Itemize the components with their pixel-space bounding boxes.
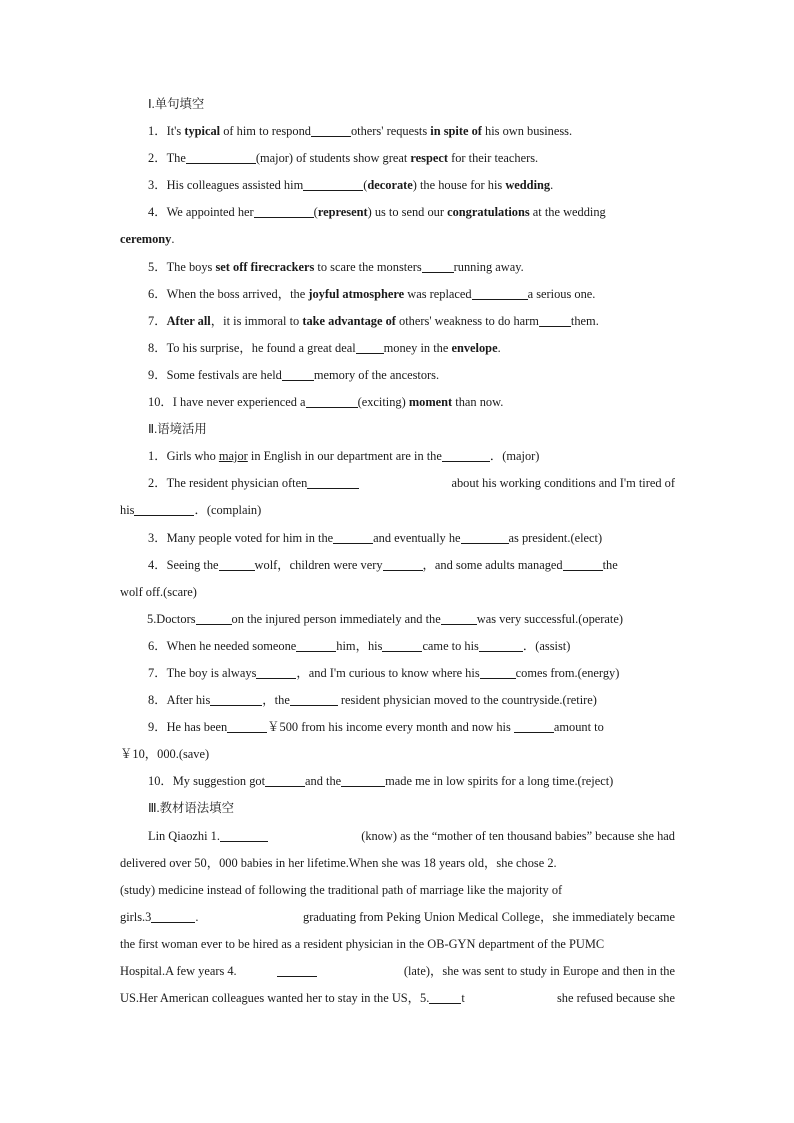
answer-blank[interactable] <box>356 339 384 354</box>
s1-question-4 <box>120 199 675 226</box>
s2-question-6 <box>120 633 675 660</box>
s2-question-7 <box>120 660 675 687</box>
passage-text: Hospital.A few years 4. <box>120 964 237 978</box>
keyword: envelope <box>451 340 498 355</box>
section-2-heading: Ⅱ.语境活用 <box>148 422 207 437</box>
s2-question-5 <box>120 606 675 633</box>
q-text: of him to respond <box>220 124 311 139</box>
q-text: running away. <box>453 259 524 274</box>
q-text: 6．When the boss arrived，the <box>148 286 309 301</box>
section-1-heading: Ⅰ.单句填空 <box>148 97 205 111</box>
q-text: 3．Many people voted for him in the <box>148 530 334 545</box>
q-text: and the <box>305 774 342 789</box>
section-3-heading: Ⅲ.教材语法填空 <box>148 801 234 816</box>
s1-question-2 <box>120 145 675 172</box>
passage-line-7 <box>120 985 675 1012</box>
s2-question-4 <box>120 552 675 579</box>
answer-blank[interactable] <box>265 772 305 787</box>
passage-line-3 <box>120 877 675 904</box>
answer-blank[interactable] <box>429 989 461 1004</box>
q-text: ) the house for his <box>412 178 506 193</box>
q-text: 8．To his surprise，he found a great deal <box>148 340 356 355</box>
s2-question-1 <box>120 443 675 470</box>
keyword: wedding <box>505 178 551 193</box>
q-text: 4．Seeing the <box>148 557 219 572</box>
answer-blank[interactable] <box>422 258 454 273</box>
answer-blank[interactable] <box>514 718 554 733</box>
answer-blank[interactable] <box>311 122 351 137</box>
q-text: ，and some adults managed <box>422 557 563 572</box>
q-text: than now. <box>452 395 504 410</box>
passage-line-2 <box>120 850 675 877</box>
passage-text: graduating from Peking Union Medical College，she immediately became <box>303 909 675 924</box>
s1-question-10 <box>120 389 675 416</box>
answer-blank[interactable] <box>479 637 523 652</box>
q-text: 10．My suggestion got <box>148 774 266 789</box>
keyword: respect <box>410 151 448 166</box>
answer-blank[interactable] <box>539 312 571 327</box>
q-text: 1．It's <box>148 124 185 139</box>
q-text: (major) of students show great <box>255 151 411 166</box>
answer-blank[interactable] <box>303 176 363 191</box>
q-text: 7． <box>148 313 167 328</box>
keyword: After all <box>166 313 211 328</box>
keyword: take advantage of <box>302 313 396 328</box>
q-text: . <box>171 232 175 247</box>
q-text: ( <box>363 178 368 193</box>
s2-question-9 <box>120 714 675 741</box>
answer-blank[interactable] <box>306 393 358 408</box>
answer-blank[interactable] <box>186 149 256 164</box>
q-text: others' requests <box>350 124 431 139</box>
keyword: represent <box>317 205 368 220</box>
q-text: ．(complain) <box>194 503 262 518</box>
q-text: . <box>550 178 554 193</box>
q-text: others' weakness to do harm <box>395 313 539 328</box>
s1-question-1 <box>120 118 675 145</box>
answer-blank[interactable] <box>151 908 195 923</box>
answer-blank[interactable] <box>563 556 603 571</box>
answer-blank[interactable] <box>227 718 267 733</box>
q-text: him，his <box>336 638 383 653</box>
passage-text: t <box>461 991 465 1006</box>
q-text: about his working conditions and I'm tired of <box>451 476 675 491</box>
passage-text: . <box>195 909 199 924</box>
q-text: came to his <box>422 638 479 653</box>
q-text: . <box>497 340 501 355</box>
passage-text: US.Her American colleagues wanted her to stay in the US，5. <box>120 991 430 1006</box>
q-text: 1．Girls who <box>148 449 219 464</box>
answer-blank[interactable] <box>277 962 317 977</box>
q-text: 2．The resident physician often <box>148 476 308 491</box>
q-text: memory of the ancestors. <box>313 367 440 382</box>
q-text: at the wedding <box>529 205 606 220</box>
q-text: 3．His colleagues assisted him <box>148 178 304 193</box>
answer-blank[interactable] <box>442 447 490 462</box>
answer-blank[interactable] <box>382 637 422 652</box>
answer-blank[interactable] <box>307 474 359 489</box>
keyword: joyful atmosphere <box>308 286 405 301</box>
s2-question-4-cont <box>120 579 675 606</box>
passage-text: girls.3 <box>120 909 152 924</box>
q-text: ，it is immoral to <box>210 313 303 328</box>
q-text: 4．We appointed her <box>148 205 254 220</box>
q-text: 6．When he needed someone <box>148 638 297 653</box>
passage-line-5 <box>120 931 675 958</box>
passage-text: (late)，she was sent to study in Europe and then in the <box>403 964 675 978</box>
q-text: 7．The boy is always <box>148 665 257 680</box>
answer-blank[interactable] <box>441 610 477 625</box>
s1-question-8 <box>120 335 675 362</box>
passage-line-6 <box>120 958 675 985</box>
passage-text: Lin Qiaozhi 1. <box>148 828 220 843</box>
q-text: resident physician moved to the countryside.(retire) <box>337 693 597 708</box>
q-text: ，the <box>262 693 290 708</box>
passage-text: the first woman ever to be hired as a resident physician in the OB-GYN department of the PUMC <box>120 936 605 951</box>
keyword: in spite of <box>430 124 482 139</box>
keyword: set off firecrackers <box>215 259 315 274</box>
passage-text: delivered over 50，000 babies in her lifetime.When she was 18 years old，she chose 2. <box>120 855 557 870</box>
s2-question-8 <box>120 687 675 714</box>
answer-blank[interactable] <box>254 203 314 218</box>
passage-text: (study) medicine instead of following the traditional path of marriage like the majority of <box>120 882 563 897</box>
q-text: a serious one. <box>527 286 596 301</box>
q-text: in English in our department are in the <box>247 449 442 464</box>
answer-blank[interactable] <box>210 691 262 706</box>
q-text: and eventually he <box>373 530 461 545</box>
q-text: ) us to send our <box>367 205 448 220</box>
q-text: the <box>602 557 618 572</box>
passage-line-1 <box>120 823 675 850</box>
q-text: them. <box>570 313 599 328</box>
passage-text: she refused because she <box>556 991 675 1006</box>
q-text: wolf，children were very <box>254 557 383 572</box>
passage-line-4 <box>120 904 675 931</box>
q-text: to scare the monsters <box>314 259 422 274</box>
s2-question-10 <box>120 768 675 795</box>
q-text: comes from.(energy) <box>515 665 620 680</box>
s2-question-9-cont <box>120 741 675 768</box>
answer-blank[interactable] <box>341 772 385 787</box>
answer-blank[interactable] <box>461 529 509 544</box>
q-text: money in the <box>383 340 452 355</box>
answer-blank[interactable] <box>256 664 296 679</box>
q-text: wolf off.(scare) <box>120 584 197 599</box>
q-text: made me in low spirits for a long time.(reject) <box>385 774 614 789</box>
answer-blank[interactable] <box>134 501 194 516</box>
answer-blank[interactable] <box>219 556 255 571</box>
s1-question-6 <box>120 281 675 308</box>
q-text: his own business. <box>481 124 573 139</box>
q-text: was very successful.(operate) <box>476 611 623 626</box>
q-text: (exciting) <box>357 395 409 410</box>
q-text: 5．The boys <box>148 259 216 274</box>
answer-blank[interactable] <box>383 556 423 571</box>
q-text: ．(major) <box>489 449 540 464</box>
q-text: for their teachers. <box>448 151 539 166</box>
q-text: as president.(elect) <box>508 530 603 545</box>
s1-question-9 <box>120 362 675 389</box>
q-text: 2．The <box>148 151 186 166</box>
s2-question-2 <box>120 470 675 497</box>
s1-question-4-cont <box>120 226 675 253</box>
keyword: decorate <box>367 178 413 193</box>
answer-blank[interactable] <box>333 529 373 544</box>
q-text: was replaced <box>404 286 472 301</box>
keyword: typical <box>184 124 221 139</box>
s2-question-3 <box>120 525 675 552</box>
q-text: 8．After his <box>148 693 211 708</box>
q-text: 10．I have never experienced a <box>148 395 306 410</box>
q-text: 9．Some festivals are held <box>148 367 282 382</box>
passage-text: (know) as the “mother of ten thousand babies” because she had <box>361 828 675 843</box>
underlined-word: major <box>218 449 248 464</box>
s1-question-3 <box>120 172 675 199</box>
q-text: ．(assist) <box>522 638 571 653</box>
answer-blank[interactable] <box>282 366 314 381</box>
q-text: 9．He has been <box>148 720 228 735</box>
q-text: ￥500 from his income every month and now his <box>267 720 514 735</box>
q-text: his <box>120 503 135 518</box>
q-text: 5.Doctors <box>147 611 196 626</box>
worksheet <box>120 91 675 1012</box>
keyword: ceremony <box>120 232 172 247</box>
keyword: congratulations <box>447 205 530 220</box>
keyword: moment <box>408 395 453 410</box>
s1-question-7 <box>120 308 675 335</box>
q-text: ( <box>313 205 318 220</box>
answer-blank[interactable] <box>480 664 516 679</box>
q-text: amount to <box>553 720 604 735</box>
answer-blank[interactable] <box>296 637 336 652</box>
q-text: ￥10，000.(save) <box>120 747 210 762</box>
q-text: ，and I'm curious to know where his <box>296 665 480 680</box>
s1-question-5 <box>120 254 675 281</box>
answer-blank[interactable] <box>220 827 268 842</box>
q-text: on the injured person immediately and the <box>231 611 441 626</box>
answer-blank[interactable] <box>472 285 528 300</box>
answer-blank[interactable] <box>290 691 338 706</box>
s2-question-2-cont <box>120 497 675 524</box>
answer-blank[interactable] <box>196 610 232 625</box>
